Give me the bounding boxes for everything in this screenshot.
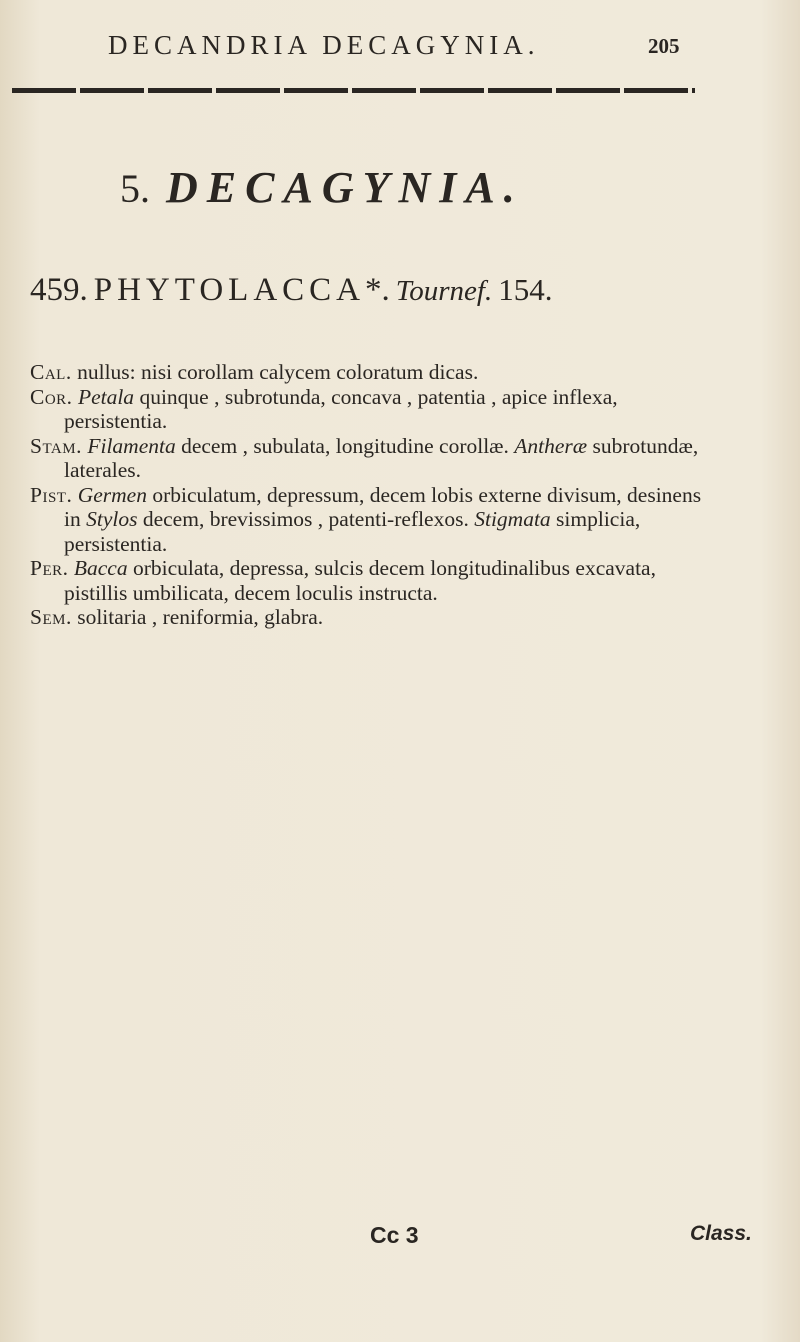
entry-term: Stylos: [86, 507, 138, 531]
section-heading: [120, 162, 640, 213]
entry-abbreviation: Pist.: [30, 482, 73, 507]
catchword: Class.: [690, 1222, 752, 1245]
entry-text: solitaria , reniformia, glabra.: [77, 605, 324, 629]
entry-term: Antheræ: [514, 433, 588, 458]
entry-term: Stigmata: [474, 507, 551, 531]
description-entry: [30, 360, 710, 385]
entry-text: decem, brevissimos , patenti-reflexos.: [137, 507, 475, 531]
entry-abbreviation: Per.: [30, 556, 69, 580]
entry-abbreviation: Sem.: [30, 605, 72, 629]
entry-abbreviation: Stam.: [30, 433, 82, 458]
section-name: DECAGYNIA.: [166, 163, 524, 212]
genus-heading: [30, 272, 730, 309]
entry-text: subrotundæ, laterales.: [64, 433, 699, 482]
genus-reference: Tournef.: [395, 275, 493, 307]
header-rule: [12, 88, 695, 93]
entry-text: orbiculatum, depressum, decem lobis externe divisum, desinens in: [64, 482, 702, 531]
entry-term: Bacca: [73, 556, 128, 580]
entry-term: Germen: [77, 482, 147, 507]
entry-text: orbiculata, depressa, sulcis decem longitudinalibus excavata, pistillis umbilicata, decem loculis instructa.: [64, 556, 656, 605]
description-entry: [30, 605, 710, 630]
entry-text: nullus: nisi corollam calycem coloratum dicas.: [77, 360, 479, 384]
page-number: 205: [648, 34, 680, 58]
entry-text: decem , subulata, longitudine corollæ.: [175, 433, 515, 458]
entry-abbreviation: Cor.: [30, 384, 73, 409]
entry-text: simplicia, persistentia.: [64, 507, 641, 556]
entry-term: Petala: [77, 384, 135, 409]
running-head: [0, 30, 800, 70]
genus-name: PHYTOLACCA: [93, 272, 366, 308]
entry-term: Filamenta: [87, 433, 176, 458]
entry-abbreviation: Cal.: [30, 360, 72, 384]
character-description: [30, 360, 710, 630]
description-entry: [30, 434, 710, 483]
running-head-title: DECANDRIA DECAGYNIA.: [108, 30, 540, 60]
genus-number: 459.: [30, 272, 88, 308]
section-number: 5.: [120, 166, 150, 211]
description-entry: [30, 385, 710, 434]
description-entry: [30, 556, 710, 605]
description-entry: [30, 483, 710, 557]
genus-mark: *.: [365, 272, 390, 308]
entry-text: quinque , subrotunda, concava , patentia , apice inflexa, persistentia.: [64, 384, 618, 433]
genus-reference-number: 154.: [498, 272, 553, 307]
printer-signature: Cc 3: [370, 1222, 419, 1248]
